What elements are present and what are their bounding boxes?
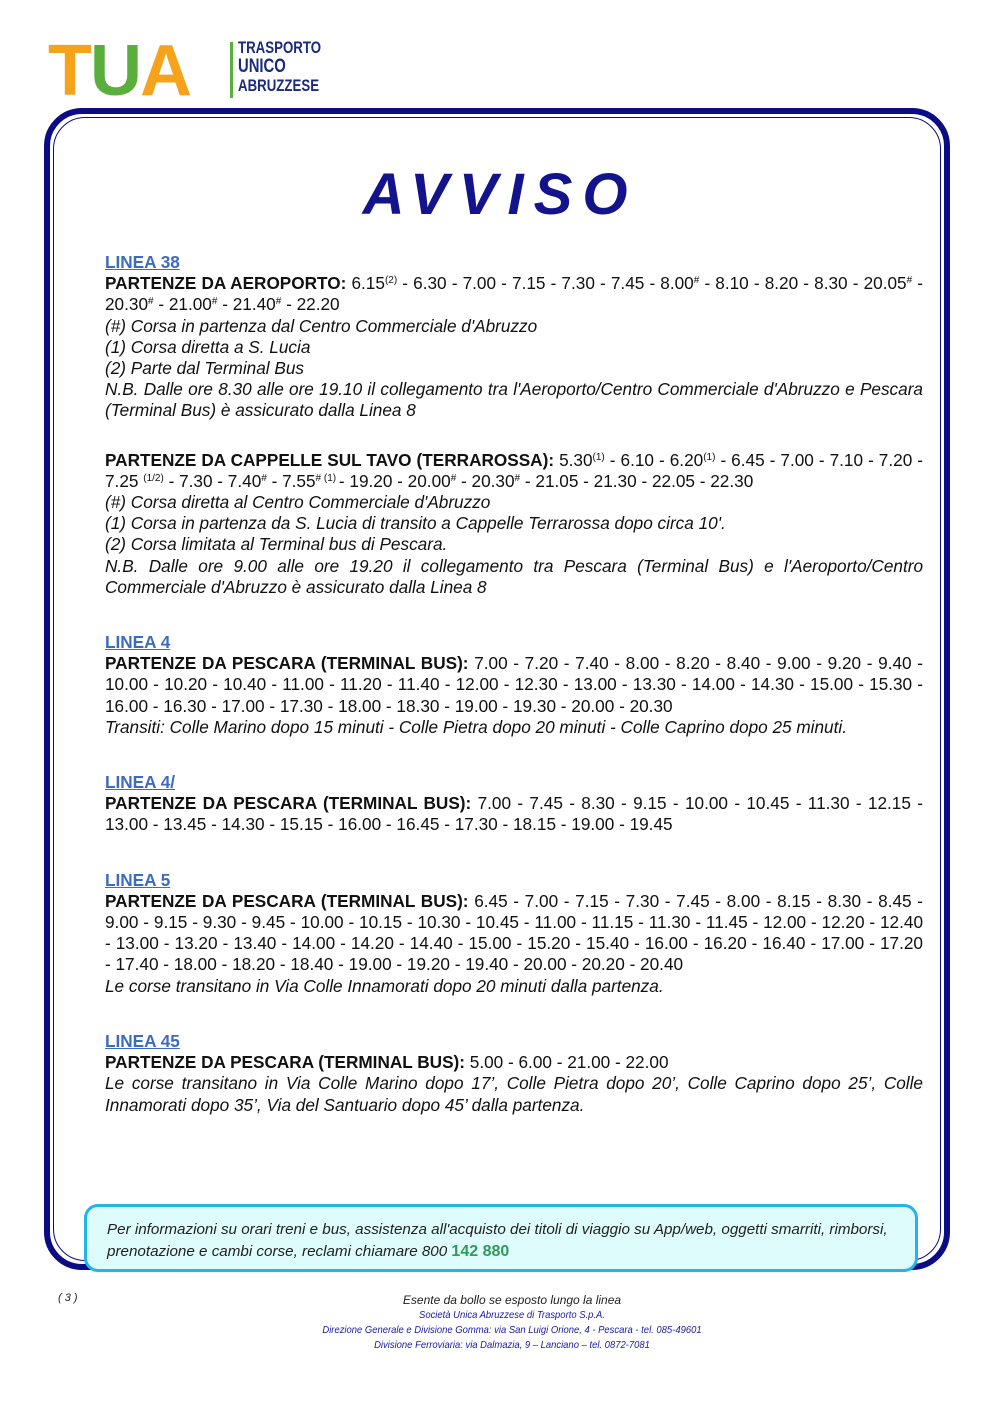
departures-label: PARTENZE DA PESCARA (TERMINAL BUS): (105, 793, 472, 814)
departure-times: - 22.20 (281, 294, 340, 315)
line-heading[interactable]: LINEA 4/ (105, 772, 176, 793)
block-spacer (105, 422, 923, 450)
footnote-marker: # (906, 275, 913, 287)
departure-times: - 6.45 - 7.00 - 7.10 - 7.20 - 7.25 (105, 449, 924, 491)
section-spacer (105, 598, 923, 632)
schedule-note: N.B. Dalle ore 9.00 alle ore 19.20 il collegamento tra Pescara (Terminal Bus) e l'Aeroporto/Centro Commerciale d'Abruzzo è assicurato dalla Linea 8 (105, 555, 923, 597)
logo-line-1: TRASPORTO (238, 38, 322, 57)
departures (105, 891, 923, 976)
line-heading[interactable]: LINEA 38 (105, 252, 180, 272)
departure-times: - 7.30 - 7.40 (163, 470, 262, 491)
departure-times: - 20.30 (105, 273, 924, 315)
footnote-marker: # (450, 472, 457, 484)
schedule-note: N.B. Dalle ore 8.30 alle ore 19.10 il collegamento tra l'Aeroporto/Centro Commerciale d'Abruzzo e Pescara (Terminal Bus) è assicurato dalla Linea 8 (105, 379, 923, 421)
footnote-marker: (1/2) (143, 472, 164, 484)
footnote-marker: # (514, 472, 521, 484)
departures (105, 273, 923, 315)
schedule-note: Le corse transitano in Via Colle Innamorati dopo 20 minuti dalla partenza. (105, 975, 664, 996)
footer-company: Società Unica Abruzzese di Trasporto S.p.A. (419, 1309, 605, 1321)
logo-line-2: UNICO (238, 56, 286, 77)
line-heading[interactable]: LINEA 45 (105, 1030, 180, 1051)
schedule-note: (1) Corsa in partenza da S. Lucia di transito a Cappelle Terrarossa dopo circa 10'. (105, 513, 726, 534)
logo-brand: TUA (48, 31, 190, 111)
departure-times: 6.45 - 7.00 - 7.15 - 7.30 - 7.45 - 8.00 - 8.15 - 8.30 - 8.45 - 9.00 - 9.15 - 9.30 - 9.45 - 10.00 - 10.15 - 10.30 - 10.45 - 11.00 - 11.15 - 11.30 - 11.45 - 12.00 - 12.20 - 12.40 - 13.00 - 13.20 - 13.40 - 14.00 - 14.20 - 14.40 - 15.00 - 15.20 - 15.40 - 16.00 - 16.20 - 16.40 - 17.00 - 17.20 - 17.40 - 18.00 - 18.20 - 18.40 - 19.00 - 19.20 - 19.40 - 20.00 - 20.20 - 20.40 (105, 890, 923, 975)
footnote-marker: # (1) (315, 472, 339, 484)
departure-times: 7.00 - 7.20 - 7.40 - 8.00 - 8.20 - 8.40 - 9.00 - 9.20 - 9.40 - 10.00 - 10.20 - 10.40 - 11.00 - 11.20 - 11.40 - 12.00 - 12.30 - 13.00 - 13.30 - 14.00 - 14.30 - 15.00 - 15.30 - 16.00 - 16.30 - 17.00 - 17.30 - 18.00 - 18.30 - 19.00 - 19.30 - 20.00 - 20.30 (105, 653, 923, 716)
schedule-note: (2) Corsa limitata al Terminal bus di Pescara. (105, 534, 448, 555)
schedule-content (105, 252, 923, 1116)
logo-subtitle (238, 38, 321, 95)
footnote-marker: # (211, 296, 218, 308)
footnote-marker: (1) (592, 451, 605, 463)
logo-line-3: ABRUZZESE (238, 76, 320, 95)
tua-logo (48, 31, 328, 111)
footer (262, 1292, 762, 1353)
footer-stamp-note: Esente da bollo se esposto lungo la linea (402, 1293, 622, 1307)
footnote-marker: # (148, 296, 154, 308)
schedule-note: Le corse transitano in Via Colle Marino dopo 17’, Colle Pietra dopo 20’, Colle Caprino dopo 25’, Colle Innamorati dopo 35’, Via del Santuario dopo 45’ dalla partenza. (105, 1073, 923, 1115)
footnote-marker: # (261, 472, 267, 484)
departures-label: PARTENZE DA PESCARA (TERMINAL BUS): (105, 890, 469, 911)
departure-times: - 20.30 (456, 470, 515, 491)
schedule-note: (1) Corsa diretta a S. Lucia (105, 336, 311, 357)
departure-times: - 6.30 - 7.00 - 7.15 - 7.30 - 7.45 - 8.00 (397, 273, 694, 294)
departures (105, 793, 923, 835)
footnote-marker: # (693, 275, 700, 287)
footnote-marker: # (275, 296, 282, 308)
section-spacer (105, 997, 923, 1031)
schedule-note: Transiti: Colle Marino dopo 15 minuti - Colle Pietra dopo 20 minuti - Colle Caprino dopo 25 minuti. (105, 716, 847, 737)
departure-times: 5.30 (554, 449, 593, 470)
schedule-note: (#) Corsa in partenza dal Centro Commerciale d'Abruzzo (105, 315, 538, 336)
departures (105, 1052, 923, 1073)
departures-label: PARTENZE DA AEROPORTO: (105, 273, 347, 294)
schedule-note: (2) Parte dal Terminal Bus (105, 358, 305, 379)
page-title: AVVISO (362, 162, 638, 227)
line-heading[interactable]: LINEA 5 (105, 869, 171, 890)
footer-rail-address: Divisione Ferroviaria: via Dalmazia, 9 – Lanciano – tel. 0872-7081 (374, 1339, 650, 1351)
departures-label: PARTENZE DA PESCARA (TERMINAL BUS): (105, 653, 469, 674)
info-box (84, 1204, 918, 1272)
departure-times: - 7.55 (266, 470, 316, 491)
departures-label: PARTENZE DA CAPPELLE SUL TAVO (TERRAROSSA): (105, 449, 555, 470)
departure-times: - 6.10 - 6.20 (604, 449, 704, 470)
departure-times: - 21.40 (217, 294, 276, 315)
footnote-marker: (2) (384, 275, 398, 287)
departure-times: 5.00 - 6.00 - 21.00 - 22.00 (464, 1052, 669, 1073)
info-phone[interactable]: 142 880 (451, 1243, 510, 1260)
departure-times: - 8.10 - 8.20 - 8.30 - 20.05 (699, 273, 907, 294)
departure-times: 7.00 - 7.45 - 8.30 - 9.15 - 10.00 - 10.45 - 11.30 - 12.15 - 13.00 - 13.45 - 14.30 - 15.15 - 16.00 - 16.45 - 17.30 - 18.15 - 19.00 - 19.45 (105, 793, 923, 835)
departure-times: - 19.20 - 20.00 (338, 470, 451, 491)
section-spacer (105, 738, 923, 772)
logo-divider (230, 42, 233, 98)
departures (105, 450, 923, 492)
departure-times: - 21.05 - 21.30 - 22.05 - 22.30 (520, 470, 754, 491)
line-heading[interactable]: LINEA 4 (105, 632, 171, 653)
footer-hq-address: Direzione Generale e Divisione Gomma: via San Luigi Orione, 4 - Pescara - tel. 085-49601 (322, 1324, 702, 1336)
departure-times: - 21.00 (153, 294, 212, 315)
section-spacer (105, 836, 923, 870)
page-number: ( 3 ) (58, 1292, 78, 1304)
schedule-note: (#) Corsa diretta al Centro Commerciale d'Abruzzo (105, 492, 491, 513)
info-text: Per informazioni su orari treni e bus, assistenza all'acquisto dei titoli di viaggio su App/web, oggetti smarriti, rimborsi, prenotazione e cambi corse, reclami chiamare 800 (107, 1221, 888, 1260)
footnote-marker: (1) (703, 451, 716, 463)
departure-times: 6.15 (346, 273, 385, 294)
departures (105, 653, 923, 717)
departures-label: PARTENZE DA PESCARA (TERMINAL BUS): (105, 1052, 465, 1073)
